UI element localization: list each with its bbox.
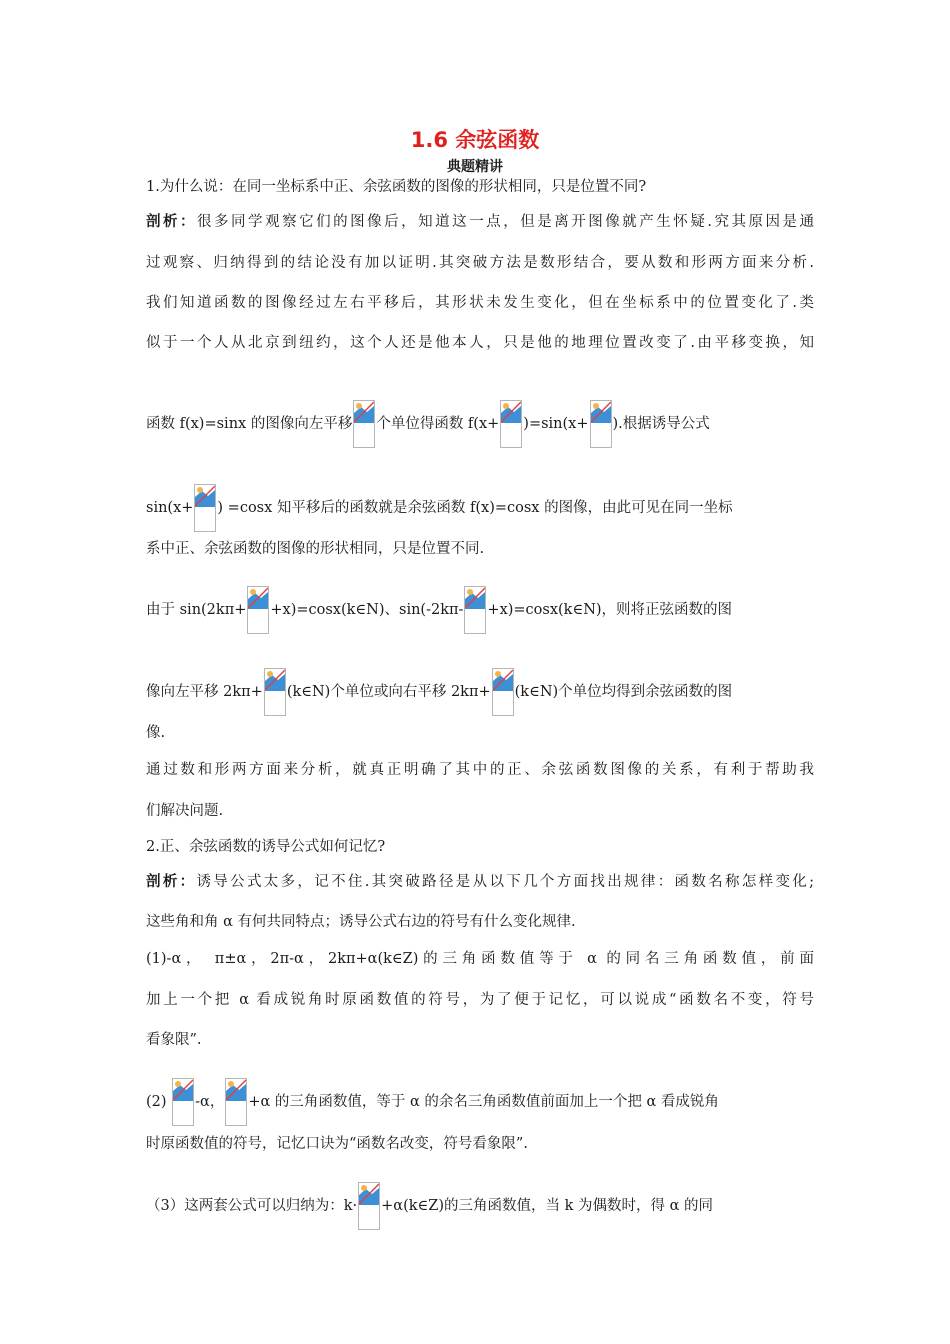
text: 个单位得函数 f(x+: [376, 416, 500, 432]
formula-line: [146, 1182, 814, 1230]
broken-image-icon: [225, 1078, 247, 1126]
broken-image-icon: [358, 1182, 380, 1230]
text: 时原函数值的符号，记忆口诀为“函数名改变，符号看象限”.: [146, 1136, 528, 1152]
text: (k∈N)个单位或向右平移 2kπ+: [286, 684, 491, 700]
text: +α 的三角函数值，等于 α 的余名三角函数值前面加上一个把 α 看成锐角: [248, 1094, 719, 1110]
text: 看象限”.: [146, 1032, 202, 1048]
text: 们解决问题.: [146, 803, 224, 819]
text: -α，: [195, 1094, 225, 1110]
text: +x)=cosx(k∈N)，则将正弦函数的图: [487, 602, 733, 618]
text: 像.: [146, 725, 166, 741]
text: sin(x+: [146, 500, 194, 516]
text: (k∈N)个单位均得到余弦函数的图: [514, 684, 733, 700]
text: 通过数和形两方面来分析，就真正明确了其中的正、余弦函数图像的关系，有利于帮助我: [146, 762, 814, 778]
section-subtitle: 典题精讲: [447, 159, 503, 175]
text: 我们知道函数的图像经过左右平移后，其形状未发生变化，但在坐标系中的位置变化了.类: [146, 295, 814, 311]
paragraph-line: [146, 989, 814, 1011]
text: ).根据诱导公式: [612, 416, 710, 432]
text: 函数 f(x)=sinx 的图像向左平移: [146, 416, 353, 432]
paragraph-line: [146, 292, 814, 314]
broken-image-icon: [194, 484, 216, 532]
text: 过观察、归纳得到的结论没有加以证明.其突破方法是数形结合，要从数和形两方面来分析.: [146, 255, 814, 271]
text: +α(k∈Z)的三角函数值，当 k 为偶数时，得 α 的同: [381, 1198, 713, 1214]
formula-line: [146, 586, 814, 634]
text: ) =cosx 知平移后的函数就是余弦函数 f(x)=cosx 的图像，由此可见在同一坐标: [217, 500, 733, 516]
text: （3）这两套公式可以归纳为：k·: [146, 1198, 358, 1214]
text: 像向左平移 2kπ+: [146, 684, 263, 700]
paragraph-line: [146, 759, 814, 781]
text: )=sin(x+: [523, 416, 589, 432]
broken-image-icon: [464, 586, 486, 634]
formula-line: [146, 484, 814, 532]
analysis-label: 剖析：: [146, 874, 197, 890]
text: 诱导公式太多，记不住.其突破路径是从以下几个方面找出规律：函数名称怎样变化;: [196, 874, 815, 890]
text: +x)=cosx(k∈N)、sin(-2kπ-: [270, 602, 464, 618]
broken-image-icon: [590, 400, 612, 448]
paragraph-line: [146, 836, 814, 858]
paragraph-line: [146, 176, 814, 198]
text: 2.正、余弦函数的诱导公式如何记忆?: [146, 839, 386, 855]
broken-image-icon: [264, 668, 286, 716]
page-title: 1.6 余弦函数: [410, 128, 540, 152]
broken-image-icon: [247, 586, 269, 634]
broken-image-icon: [492, 668, 514, 716]
paragraph-line: [146, 871, 814, 893]
paragraph-line: [146, 911, 814, 933]
paragraph-line: [146, 800, 814, 822]
text: (1)-α， π±α，2π-α，2kπ+α(k∈Z)的三角函数值等于 α 的同名三角函数值，前面: [146, 951, 814, 967]
text: 这些角和角 α 有何共同特点；诱导公式右边的符号有什么变化规律.: [146, 914, 576, 930]
paragraph-line: [146, 332, 814, 354]
text: 似于一个人从北京到纽约，这个人还是他本人，只是他的地理位置改变了.由平移变换，知: [146, 335, 814, 351]
paragraph-line: [146, 948, 814, 970]
paragraph-line: [146, 722, 814, 744]
paragraph-line: [146, 1133, 814, 1155]
text: 1.为什么说：在同一坐标系中正、余弦函数的图像的形状相同，只是位置不同?: [146, 179, 647, 195]
paragraph-line: [146, 538, 814, 560]
text: 系中正、余弦函数的图像的形状相同，只是位置不同.: [146, 541, 485, 557]
paragraph-line: [146, 211, 814, 233]
formula-line: [146, 668, 814, 716]
text: 由于 sin(2kπ+: [146, 602, 247, 618]
formula-line: [146, 1078, 814, 1126]
paragraph-line: [146, 252, 814, 274]
text: 很多同学观察它们的图像后，知道这一点，但是离开图像就产生怀疑.究其原因是通: [197, 214, 814, 230]
broken-image-icon: [172, 1078, 194, 1126]
paragraph-line: [146, 1029, 814, 1051]
text: (2): [146, 1094, 167, 1110]
analysis-label: 剖析：: [146, 214, 198, 230]
broken-image-icon: [500, 400, 522, 448]
text: 加上一个把 α 看成锐角时原函数值的符号，为了便于记忆，可以说成“函数名不变，符号: [146, 992, 814, 1008]
formula-line: [146, 400, 814, 448]
broken-image-icon: [353, 400, 375, 448]
